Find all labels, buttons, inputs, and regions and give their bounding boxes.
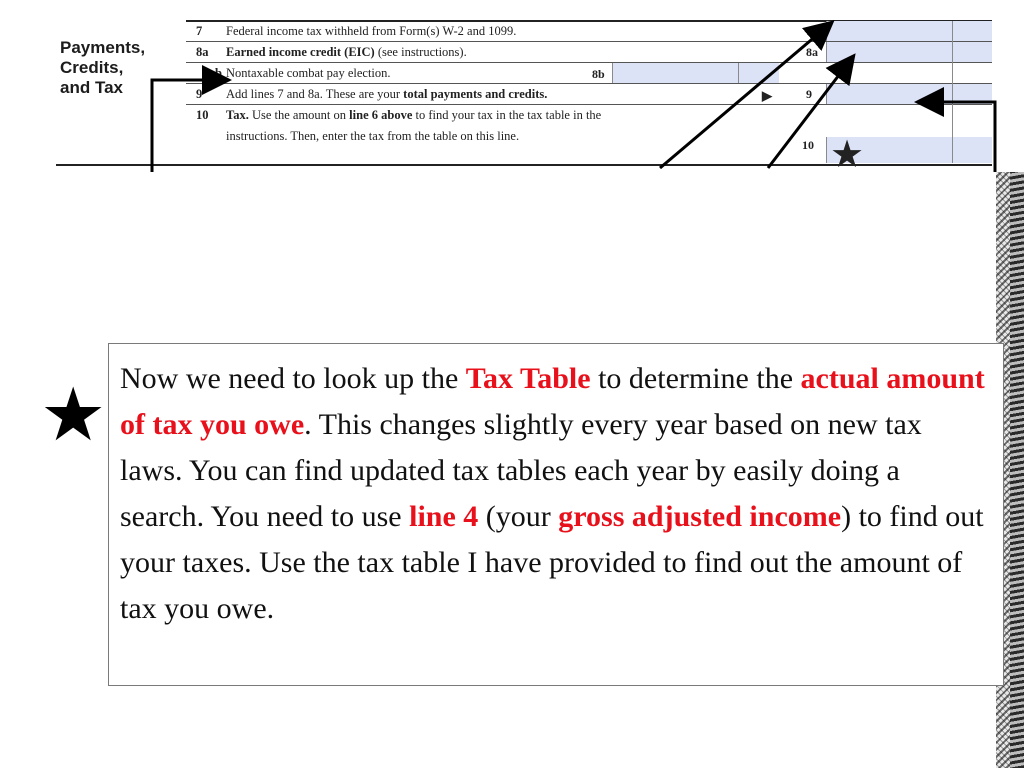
line-9-arrow-marker: ▶ bbox=[762, 88, 772, 103]
highlight-line-4: line 4 bbox=[409, 500, 479, 533]
callout-text: (your bbox=[478, 500, 559, 533]
callout-text: Now we need to look up the bbox=[120, 362, 466, 395]
annotation-arrows bbox=[0, 0, 1024, 172]
line-number: 7 bbox=[196, 24, 203, 38]
line-bold-text: total payments and credits. bbox=[403, 87, 548, 101]
line-number: b bbox=[215, 66, 222, 80]
line-bold-text: Tax. bbox=[226, 108, 249, 122]
line-text: Federal income tax withheld from Form(s) W-2 and 1099. bbox=[226, 24, 517, 38]
highlight-gross-adjusted-income: gross adjusted income bbox=[558, 500, 842, 533]
highlight-actual-tax: actual amount of tax you owe bbox=[120, 362, 985, 441]
line-text: Nontaxable combat pay election. bbox=[226, 66, 391, 80]
explanation-callout bbox=[108, 343, 1004, 686]
callout-text: to determine the bbox=[590, 362, 801, 395]
arrow-to-line-8a bbox=[768, 58, 852, 168]
arrow-to-line-9 bbox=[920, 102, 995, 172]
line-text: instructions. Then, enter the tax from the table on this line. bbox=[226, 129, 520, 143]
line-number: 10 bbox=[196, 108, 209, 122]
star-marker-icon: ★ bbox=[830, 132, 865, 170]
line-text: (see instructions). bbox=[374, 45, 467, 59]
line-text: Use the amount on bbox=[248, 108, 350, 122]
line-bold-text: Earned income credit (EIC) bbox=[226, 45, 375, 59]
mid-line-number: 8b bbox=[592, 67, 605, 81]
callout-text: ) to find out your taxes. Use the tax table I have provided to find out the amount of tax you owe. bbox=[120, 500, 984, 625]
line-number: 8a bbox=[196, 45, 209, 59]
line-text: to find your tax in the tax table in the bbox=[412, 108, 602, 122]
right-line-number: 8a bbox=[806, 45, 818, 59]
line-number: 9 bbox=[196, 87, 203, 101]
line-bold-text: line 6 above bbox=[349, 108, 413, 122]
right-line-number: 10 bbox=[802, 138, 814, 152]
callout-text: . This changes slightly every year based on new tax laws. You can find updated tax tables each year by easily doing a search. You need to use bbox=[120, 408, 922, 533]
section-label-line: Payments, bbox=[60, 38, 146, 57]
right-line-number: 9 bbox=[806, 87, 812, 101]
section-label-line: Credits, bbox=[60, 58, 124, 77]
star-icon: ★ bbox=[40, 372, 107, 458]
line-text: Add lines 7 and 8a. These are your bbox=[226, 87, 404, 101]
highlight-tax-table: Tax Table bbox=[465, 362, 591, 395]
arrow-to-line-7 bbox=[660, 24, 830, 168]
arrow-to-8b bbox=[152, 80, 226, 172]
section-label-line: and Tax bbox=[60, 78, 123, 97]
right-line-number: 7 bbox=[806, 24, 812, 38]
